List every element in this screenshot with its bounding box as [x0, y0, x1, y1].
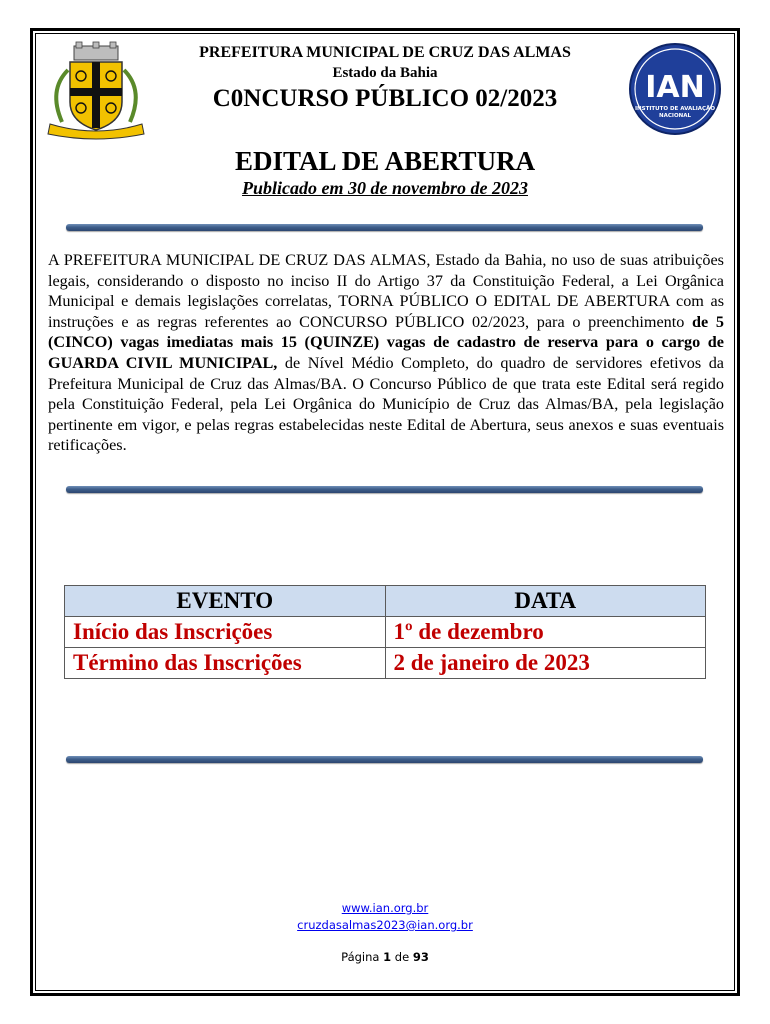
header-data: DATA [385, 586, 706, 617]
event-name: Início das Inscrições [65, 617, 386, 648]
divider-top [66, 224, 703, 231]
coat-of-arms-logo [40, 40, 152, 140]
page-of: de [394, 950, 410, 964]
events-table [64, 585, 706, 679]
ian-logo [628, 42, 722, 136]
municipality-name: PREFEITURA MUNICIPAL DE CRUZ DAS ALMAS [199, 44, 571, 61]
event-name: Término das Inscrições [65, 648, 386, 679]
page-current: 1 [383, 950, 392, 964]
divider-bottom [66, 756, 703, 763]
table-row [65, 617, 706, 648]
ian-logo-text: IAN [645, 70, 705, 105]
paragraph-text-2: de Nível Médio Completo, do quadro de servidores efetivos da Prefeitura Municipal de Cruz das Almas/BA. O Concurso Público de que trata este Edital será regido pela Constituição Federal, pela Lei Orgânica do Município de Cruz das Almas/BA, pela legislação pertinente em vigor, e pelas regras estabelecidas neste Edital de Abertura, seus anexos e suas eventuais retificações. [48, 353, 724, 455]
contest-title: C0NCURSO PÚBLICO 02/2023 [212, 85, 558, 112]
ian-logo-subtext-1: INSTITUTO DE AVALIAÇÃO [634, 106, 716, 112]
divider-middle [66, 486, 703, 493]
page-number [200, 950, 570, 964]
table-header-row [65, 586, 706, 617]
state-name: Estado da Bahia [332, 65, 438, 81]
paragraph-bold-text: de 5 (CINCO) vagas imediatas mais 15 (QUINZE) vagas de cadastro de reserva para o cargo de GUARDA CIVIL MUNICIPAL, [48, 312, 724, 372]
header-evento: EVENTO [65, 586, 386, 617]
document-title: EDITAL DE ABERTURA [234, 146, 536, 176]
page-total: 93 [412, 950, 429, 964]
edital-paragraph [48, 250, 724, 456]
email-link[interactable]: cruzdasalmas2023@ian.org.br [297, 918, 473, 932]
publication-date: Publicado em 30 de novembro de 2023 [242, 178, 528, 198]
table-row [65, 648, 706, 679]
ian-logo-subtext-2: NACIONAL [659, 113, 691, 119]
paragraph-text-1: A PREFEITURA MUNICIPAL DE CRUZ DAS ALMAS, Estado da Bahia, no uso de suas atribuições legais, considerando o disposto no inciso II do Artigo 37 da Constituição Federal, a Lei Orgânica Municipal e demais legislações correlatas, TORNA PÚBLICO O EDITAL DE ABERTURA com as instruções e as regras referentes ao CONCURSO PÚBLICO 02/2023, para o preenchimento [48, 251, 724, 331]
event-date: 2 de janeiro de 2023 [385, 648, 706, 679]
page-prefix: Página [341, 950, 380, 964]
event-date: 1º de dezembro [385, 617, 706, 648]
website-link[interactable]: www.ian.org.br [341, 901, 429, 915]
